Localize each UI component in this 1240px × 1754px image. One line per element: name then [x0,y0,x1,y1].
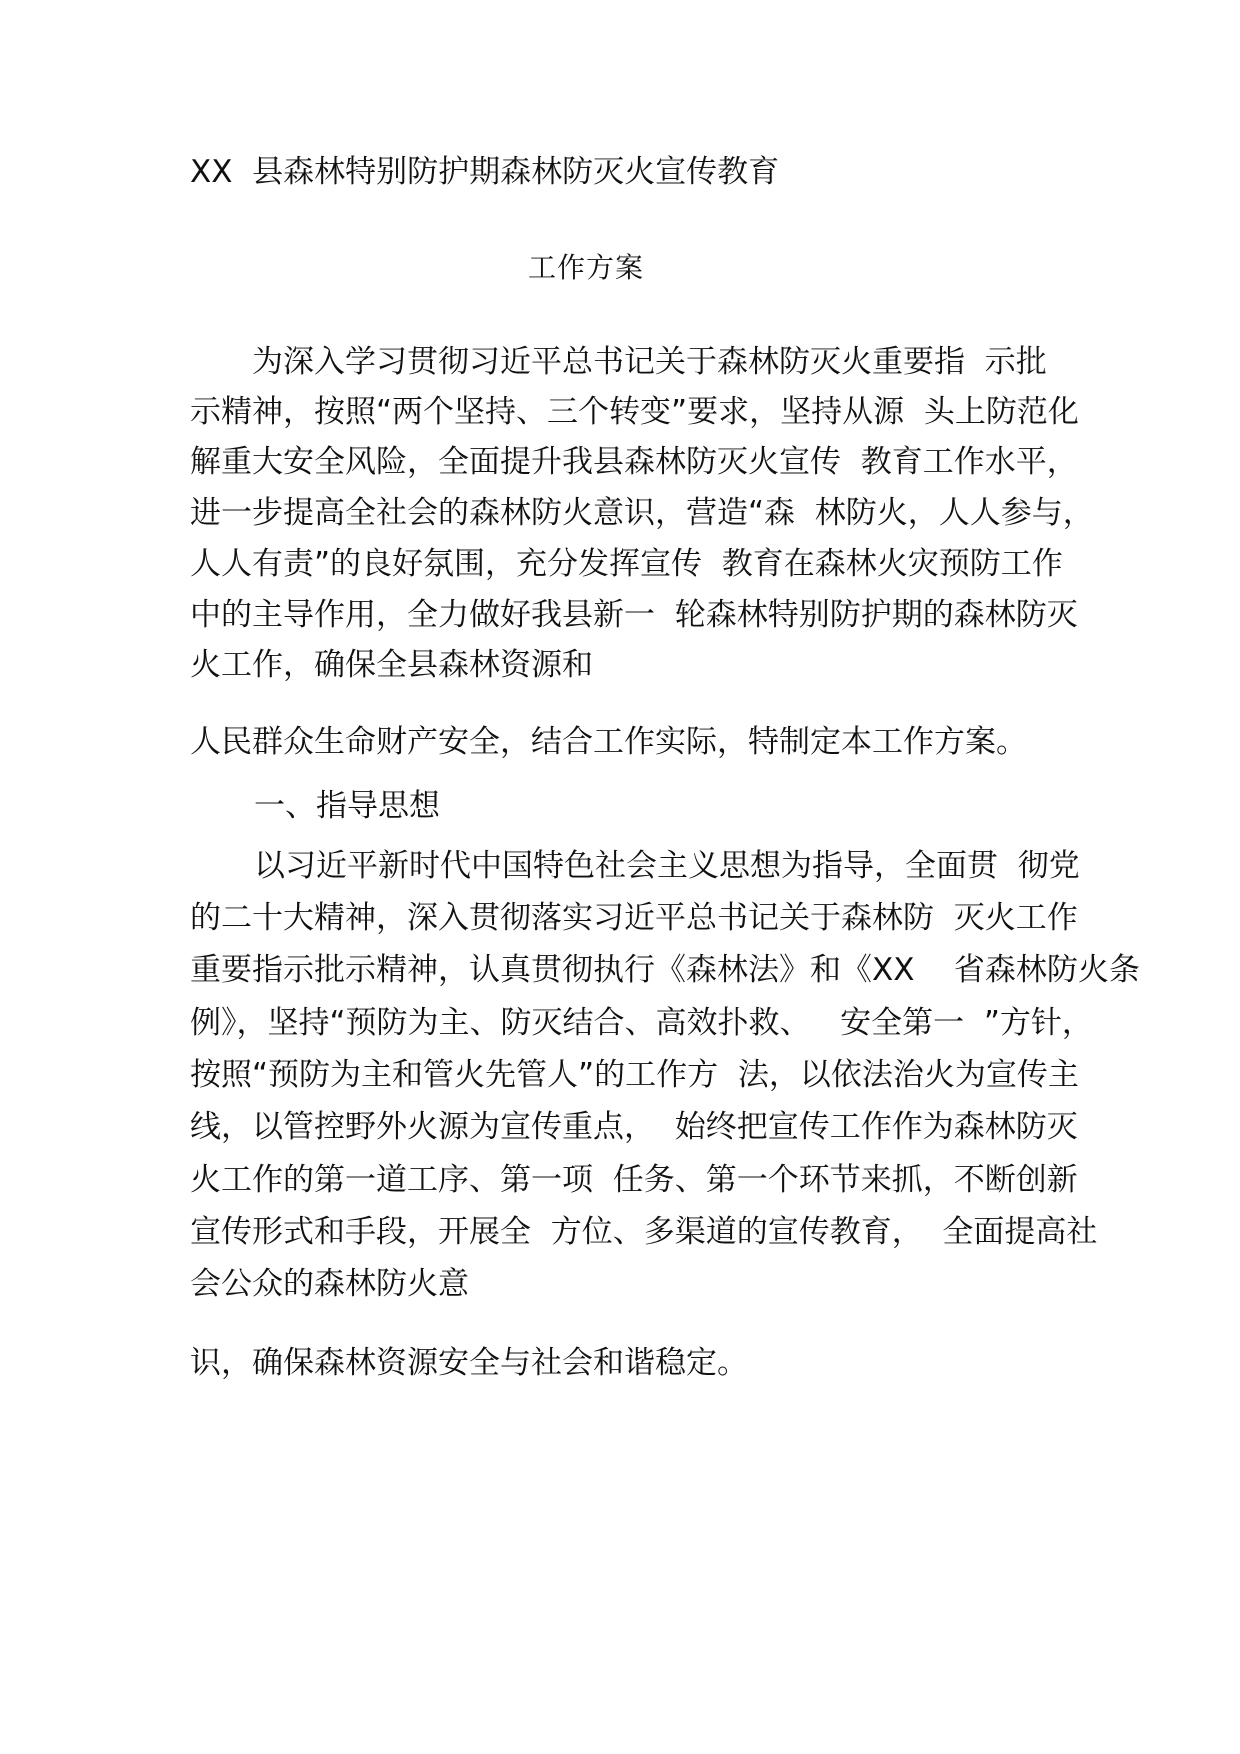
document-title-line2: 工作方案 [528,251,645,284]
section1-line: 会公众的森林防火意 [190,1266,469,1302]
section1-line: 例》，坚持“预防为主、防灭结合、高效扑救、 安全第一 ”方针， [190,1005,1093,1041]
section1-line: 火工作的第一道工序、第一项 任务、第一个环节来抓，不断创新 [190,1162,1078,1198]
section1-line: 的二十大精神，深入贯彻落实习近平总书记关于森林防 灭火工作 [190,900,1078,936]
section1-line: 以习近平新时代中国特色社会主义思想为指导，全面贯 彻党 [254,848,1080,884]
intro-line: 火工作，确保全县森林资源和 [190,647,593,683]
intro-line: 人民群众生命财产安全，结合工作实际，特制定本工作方案。 [190,724,1027,760]
intro-line: 解重大安全风险，全面提升我县森林防灭火宣传 教育工作水平， [190,444,1078,480]
intro-line: 为深入学习贯彻习近平总书记关于森林防灭火重要指 示批 [252,344,1047,380]
section1-line: 线，以管控野外火源为宣传重点， 始终把宣传工作作为森林防灭 [190,1109,1078,1145]
intro-line: 进一步提高全社会的森林防火意识，营造“森 林防火，人人参与， [190,495,1094,531]
intro-line: 中的主导作用，全力做好我县新一 轮森林特别防护期的森林防灭 [190,597,1078,633]
document-title-line1: XX 县森林特别防护期森林防灭火宣传教育 [190,154,780,190]
section1-line: 识，确保森林资源安全与社会和谐稳定。 [190,1345,748,1381]
intro-line: 示精神，按照“两个坚持、三个转变”要求，坚持从源 头上防范化 [190,394,1079,430]
section1-line: 宣传形式和手段，开展全 方位、多渠道的宣传教育， 全面提高社 [190,1214,1098,1250]
section1-line: 重要指示批示精神，认真贯彻执行《森林法》和《XX 省森林防火条 [190,952,1140,988]
section1-line: 按照“预防为主和管火先管人”的工作方 法，以依法治火为宣传主 [190,1057,1079,1093]
intro-line: 人人有责”的良好氛围，充分发挥宣传 教育在森林火灾预防工作 [190,546,1063,582]
section-heading: 一、指导思想 [254,788,440,824]
